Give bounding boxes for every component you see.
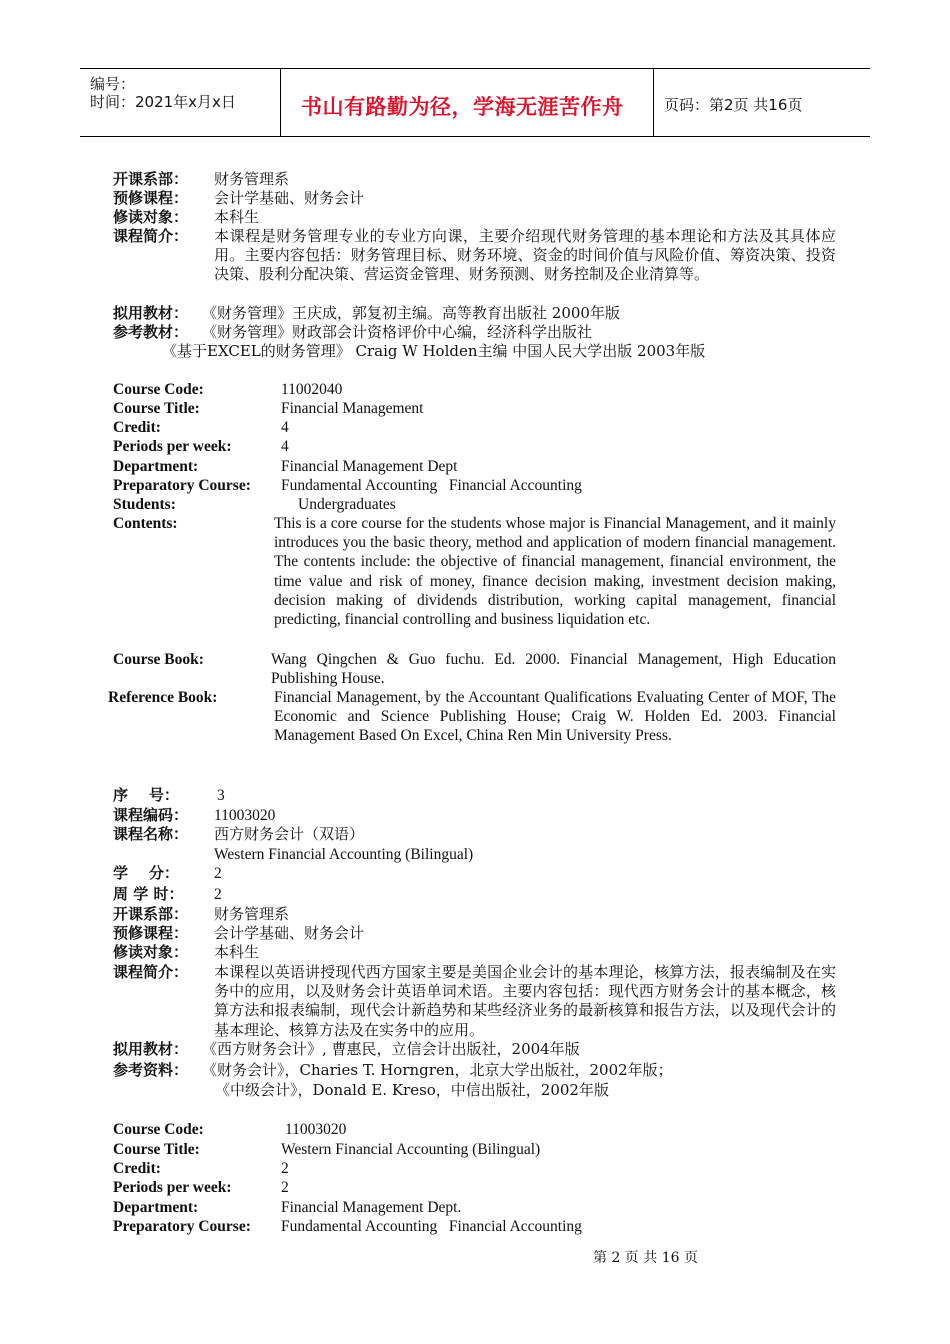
course-name-en-value: Western Financial Accounting (Bilingual) xyxy=(214,846,474,863)
course-title-label-3en: Course Title: xyxy=(113,1141,200,1158)
page-header xyxy=(80,68,870,137)
intro-label-3: 课程简介： xyxy=(113,963,189,981)
students-value-3: 本科生 xyxy=(214,943,260,961)
department-value-3: 财务管理系 xyxy=(214,905,290,923)
page-footer: 第 2 页 共 16 页 xyxy=(593,1250,698,1266)
reference-value-3: 《财务会计》，Charies T. Horngren，北京大学出版社，2002年版； xyxy=(202,1061,673,1079)
periods-value: 4 xyxy=(281,438,289,455)
course-code-label: Course Code: xyxy=(113,381,204,398)
credit-label-3en: Credit: xyxy=(113,1160,161,1177)
students-label: 修读对象： xyxy=(113,208,189,226)
hours-label: 周 学 时： xyxy=(113,885,184,903)
dept-value-3en: Financial Management Dept. xyxy=(281,1199,462,1216)
course-name-value: 西方财务会计（双语） xyxy=(214,825,365,843)
prereq-label: 预修课程： xyxy=(113,189,189,207)
prep-value-3en: Fundamental Accounting Financial Accounting xyxy=(281,1218,582,1235)
intro-label: 课程简介： xyxy=(113,227,189,245)
credit-label: Credit: xyxy=(113,419,161,436)
dept-label-3en: Department: xyxy=(113,1199,199,1216)
students-value: 本科生 xyxy=(214,208,260,226)
department-label: 开课系部： xyxy=(113,170,189,188)
course-book-label: Course Book: xyxy=(113,651,204,668)
seq-value: 3 xyxy=(217,787,225,804)
department-label-3: 开课系部： xyxy=(113,905,189,923)
course-code-label-cn: 课程编码： xyxy=(113,806,189,824)
header-meta-cell xyxy=(80,69,281,136)
course-title-label: Course Title: xyxy=(113,400,200,417)
course-title-value: Financial Management xyxy=(281,400,424,417)
hours-value: 2 xyxy=(214,886,222,903)
periods-label-3en: Periods per week: xyxy=(113,1179,232,1196)
credit-value-cn: 2 xyxy=(214,865,222,882)
reference-value-2: 《基于EXCEL的财务管理》 Craig W Holden主编 中国人民大学出版 2003年版 xyxy=(162,342,706,360)
course-name-label: 课程名称： xyxy=(113,825,189,843)
prereq-label-3: 预修课程： xyxy=(113,924,189,942)
header-motto-cell xyxy=(281,69,654,136)
course-book-value: Wang Qingchen & Guo fuchu. Ed. 2000. Financial Management, High Education Publishing House. xyxy=(271,651,836,688)
contents-text: This is a core course for the students whose major is Financial Management, and it mainly introduces you the basic theory, method and application of modern financial management. The contents include: the objective of financial management, financial environment, the time value and risk of money, finance decision making, investment decision making, decision making of dividends distribution, working capital management, financial predicting, financial controlling and business liquidation etc. xyxy=(274,515,836,629)
credit-value: 4 xyxy=(281,419,289,436)
prep-label-3en: Preparatory Course: xyxy=(113,1218,251,1235)
reference-label: 参考教材： xyxy=(113,323,189,341)
reference-value-3b: 《中级会计》，Donald E. Kreso，中信出版社，2002年版 xyxy=(215,1081,609,1099)
periods-label: Periods per week: xyxy=(113,438,232,455)
textbook-value: 《财务管理》王庆成，郭复初主编。高等教育出版社 2000年版 xyxy=(202,304,620,322)
seq-label: 序 号： xyxy=(113,786,179,804)
dept-value: Financial Management Dept xyxy=(281,458,458,475)
dept-label: Department: xyxy=(113,458,199,475)
prep-label: Preparatory Course: xyxy=(113,477,251,494)
course-code-value: 11002040 xyxy=(281,381,343,398)
students-label-en: Students: xyxy=(113,496,176,513)
department-value: 财务管理系 xyxy=(214,170,290,188)
reference-value: 《财务管理》财政部会计资格评价中心编，经济科学出版社 xyxy=(202,323,593,341)
motto-text: 书山有路勤为径，学海无涯苦作舟 xyxy=(301,95,624,119)
course-code-value-3en: 11003020 xyxy=(285,1121,347,1138)
textbook-label-3: 拟用教材： xyxy=(113,1040,189,1058)
course-code-label-3en: Course Code: xyxy=(113,1121,204,1138)
prep-value: Fundamental Accounting Financial Accounting xyxy=(281,477,582,494)
contents-label: Contents: xyxy=(113,515,178,532)
students-label-3: 修读对象： xyxy=(113,943,189,961)
prereq-value: 会计学基础、财务会计 xyxy=(214,189,365,207)
reference-label-3: 参考资料： xyxy=(113,1061,189,1079)
periods-value-3en: 2 xyxy=(281,1179,289,1196)
document-number-label: 编号： xyxy=(90,75,136,93)
textbook-label: 拟用教材： xyxy=(113,304,189,322)
students-value-en: Undergraduates xyxy=(298,496,396,513)
credit-value-3en: 2 xyxy=(281,1160,289,1177)
course-title-value-3en: Western Financial Accounting (Bilingual) xyxy=(281,1141,541,1158)
credit-label-cn: 学 分： xyxy=(113,864,179,882)
page-info: 页码：第2页 共16页 xyxy=(664,96,803,114)
reference-book-value: Financial Management, by the Accountant Qualifications Evaluating Center of MOF, The Economic and Science Publishing House; Craig W. Holden Ed. 2003. Financial Management Based On Excel, China Ren Min University Press. xyxy=(274,689,836,745)
prereq-value-3: 会计学基础、财务会计 xyxy=(214,924,365,942)
course-code-value-cn: 11003020 xyxy=(214,807,276,824)
textbook-value-3: 《西方财务会计》, 曹惠民，立信会计出版社，2004年版 xyxy=(202,1040,580,1058)
intro-text-3: 本课程以英语讲授现代西方国家主要是美国企业会计的基本理论，核算方法，报表编制及在实务中的应用，以及财务会计英语单词术语。主要内容包括：现代西方财务会计的基本概念，核算方法和报表编制，现代会计新趋势和某些经济业务的最新核算和报告方法，以及现代会计的基本理论、核算方法及在实务中的应用。 xyxy=(214,963,836,1039)
document-date: 时间：2021年x月x日 xyxy=(90,93,236,111)
reference-book-label: Reference Book: xyxy=(108,689,218,706)
intro-text: 本课程是财务管理专业的专业方向课，主要介绍现代财务管理的基本理论和方法及其具体应用。主要内容包括：财务管理目标、财务环境、资金的时间价值与风险价值、筹资决策、投资决策、股利分配决策、营运资金管理、财务预测、财务控制及企业清算等。 xyxy=(214,227,836,284)
